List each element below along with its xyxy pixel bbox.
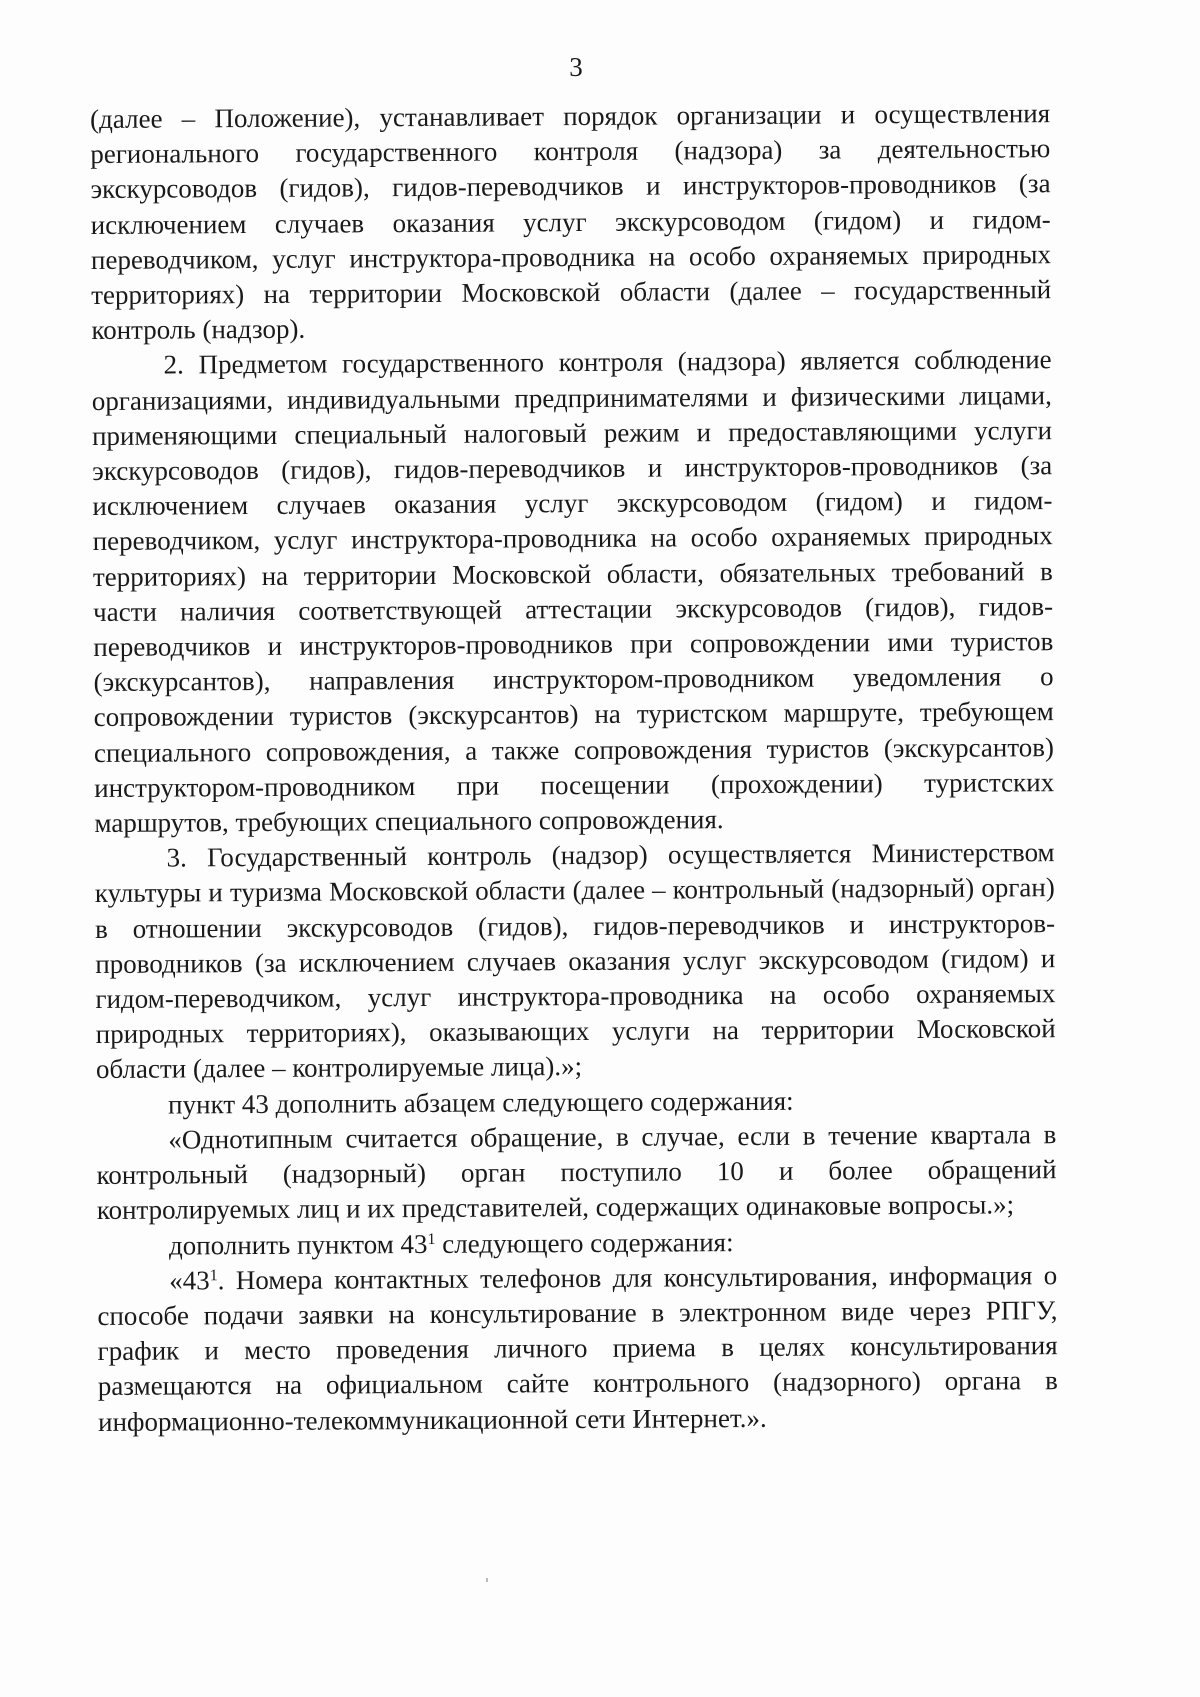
item-43-1-text-after: . Номера контактных телефонов для консультирования, информация о способе подачи заявки на консультирование в электронном виде через РПГУ, график и место проведения личного приема в целях консультирования размещаются на официальном сайте контрольного (надзорного) органа в информационно-телекоммуникационной сети Интернет.». — [97, 1259, 1058, 1437]
paragraph-regulation-scope: (далее – Положение), устанавливает порядок организации и осуществления регионального государственного контроля (надзора) за деятельностью экскурсоводов (гидов), гидов-переводчиков и инструкторов-проводников (за исключением случаев оказания услуг экскурсоводом (гидом) и гидом-переводчиком, услуг инструктора-проводника на особо охраняемых природных территориях) на территории Московской области (далее – государственный контроль (надзор). — [90, 98, 1052, 346]
paragraph-similar-appeal: «Однотипным считается обращение, в случае, если в течение квартала в контрольный (надзорный) орган поступило 10 и более обращений контролируемых лиц и их представителей, содержащих одинаковые вопросы.»; — [96, 1119, 1057, 1226]
paragraph-item-3-authority: 3. Государственный контроль (надзор) осуществляется Министерством культуры и туризма Московской области (далее – контрольный (надзорный) орган) в отношении экскурсоводов (гидов), гидов-переводчиков и инструкторов-проводников (за исключением случаев оказания услуг экскурсоводом (гидом) и гидом-переводчиком, услуг инструктора-проводника на особо охраняемых природных территориях), оказывающих услуги на территории Московской области (далее – контролируемые лица).»; — [94, 837, 1056, 1085]
paragraph-amend-item-43: пункт 43 дополнить абзацем следующего содержания: — [168, 1085, 794, 1120]
page-number: 3 — [569, 52, 583, 82]
add-item-text-before: дополнить пунктом 43 — [168, 1228, 428, 1261]
document-body — [90, 96, 1058, 1440]
paragraph-item-2-subject: 2. Предметом государственного контроля (надзора) является соблюдение организациями, индивидуальными предпринимателями и физическими лицами, применяющими специальный налоговый режим и предоставляющими услуги экскурсоводов (гидов), гидов-переводчиков и инструкторов-проводников (за исключением случаев оказания услуг экскурсоводом (гидом) и гидом-переводчиком, услуг инструктора-проводника на особо охраняемых природных территориях) на территории Московской области, обязательных требований в части наличия соответствующей аттестации экскурсоводов (гидов), гидов-переводчиков и инструкторов-проводников при сопровождении ими туристов (экскурсантов), направления инструктором-проводником уведомления о сопровождении туристов (экскурсантов) на туристском маршруте, требующем специального сопровождения, а также сопровождения туристов (экскурсантов) инструктором-проводником при посещении (прохождении) туристских маршрутов, требующих специального сопровождения. — [91, 344, 1055, 839]
item-43-1-text-before: «43 — [169, 1264, 210, 1296]
superscript-number: 1 — [427, 1230, 436, 1248]
paragraph-item-43-1-consultation — [97, 1258, 1058, 1440]
scan-speck — [486, 1578, 488, 1582]
paragraph-add-item-43-1 — [97, 1223, 1057, 1264]
add-item-text-after: следующего содержания: — [435, 1226, 734, 1259]
superscript-number: 1 — [209, 1266, 218, 1284]
